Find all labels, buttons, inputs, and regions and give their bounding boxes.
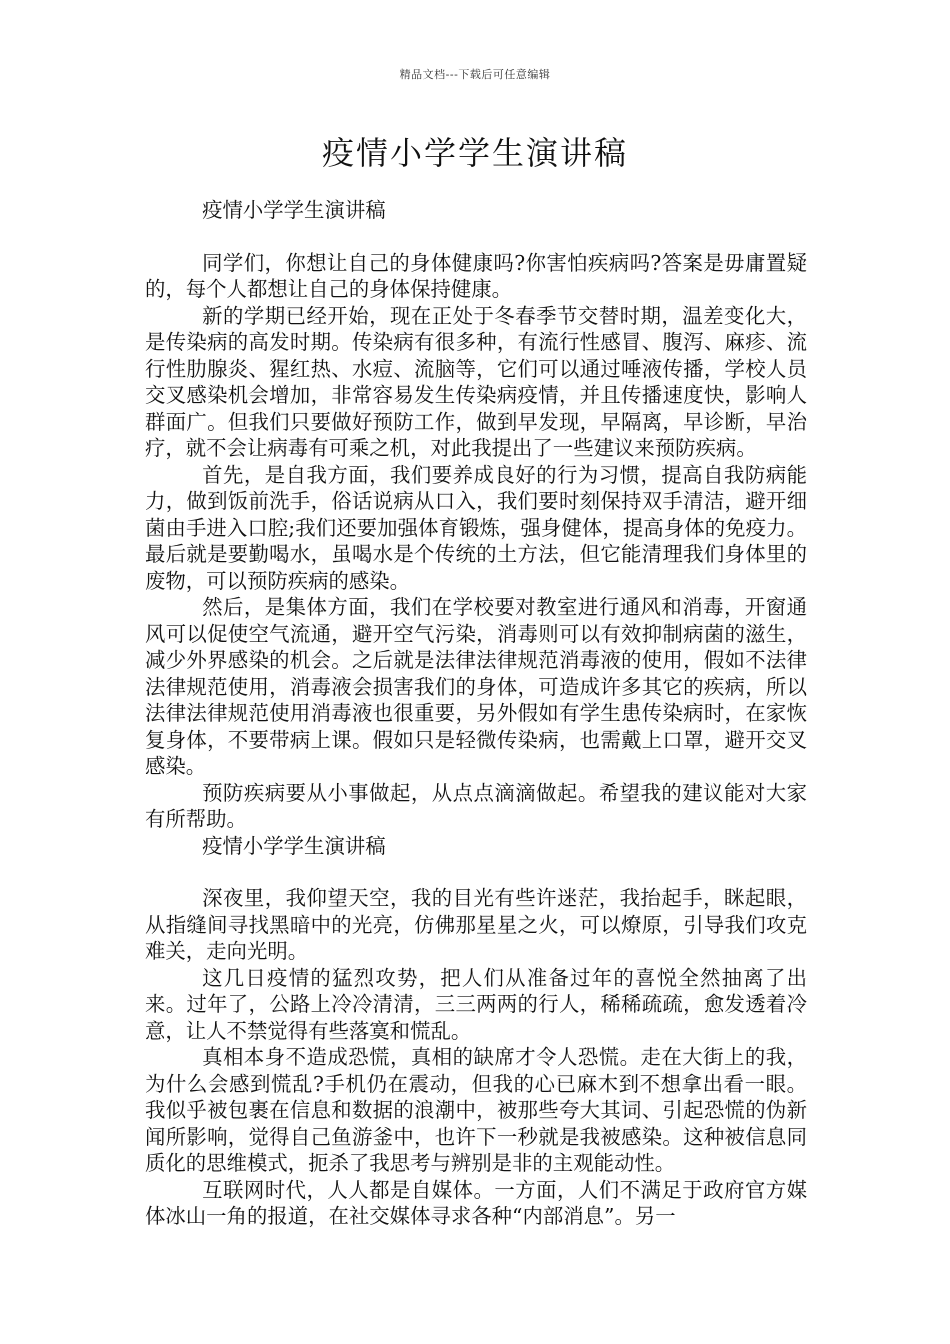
paragraph: 真相本身不造成恐慌，真相的缺席才令人恐慌。走在大街上的我，为什么会感到慌乱?手机仍在震动，但我的心已麻木到不想拿出看一眼。我似乎被包裹在信息和数据的浪潮中，被那些夸大其词、引起恐慌的伪新闻所影响，觉得自己鱼游釜中，也许下一秒就是我被感染。这种被信息同质化的思维模式，扼杀了我思考与辨别是非的主观能动性。 [145, 1045, 807, 1175]
paragraph: 互联网时代，人人都是自媒体。一方面，人们不满足于政府官方媒体冰山一角的报道，在社交媒体寻求各种“内部消息”。另一 [145, 1177, 807, 1228]
section-subtitle: 疫情小学学生演讲稿 [202, 198, 386, 222]
header-note: 精品文档---下载后可任意编辑 [399, 68, 551, 81]
paragraph: 这几日疫情的猛烈攻势，把人们从准备过年的喜悦全然抽离了出来。过年了，公路上冷冷清清，三三两两的行人，稀稀疏疏，愈发透着冷意，让人不禁觉得有些落寞和慌乱。 [145, 965, 807, 1043]
paragraph: 预防疾病要从小事做起，从点点滴滴做起。希望我的建议能对大家有所帮助。 [145, 780, 807, 831]
paragraph: 深夜里，我仰望天空，我的目光有些许迷茫，我抬起手，眯起眼，从指缝间寻找黑暗中的光亮，仿佛那星星之火，可以燎原，引导我们攻克难关，走向光明。 [145, 886, 807, 963]
document-title: 疫情小学学生演讲稿 [321, 134, 628, 172]
paragraph: 首先，是自我方面，我们要养成良好的行为习惯，提高自我防病能力，做到饭前洗手，俗话说病从口入，我们要时刻保持双手清洁，避开细菌由手进入口腔;我们还要加强体育锻炼，强身健体，提高身体的免疫力。最后就是要勤喝水，虽喝水是个传统的土方法，但它能清理我们身体里的废物，可以预防疾病的感染。 [145, 462, 807, 593]
paragraph: 新的学期已经开始，现在正处于冬春季节交替时期，温差变化大，是传染病的高发时期。传染病有很多种，有流行性感冒、腹泻、麻疹、流行性肋腺炎、猩红热、水痘、流脑等，它们可以通过唾液传播，学校人员交叉感染机会增加，非常容易发生传染病疫情，并且传播速度快，影响人群面广。但我们只要做好预防工作，做到早发现，早隔离，早诊断，早治疗，就不会让病毒有可乘之机，对此我提出了一些建议来预防疾病。 [145, 303, 807, 460]
section-subtitle: 疫情小学学生演讲稿 [202, 833, 386, 858]
document-body [145, 197, 807, 1230]
paragraph-gap [145, 224, 807, 250]
paragraph: 同学们，你想让自己的身体健康吗?你害怕疾病吗?答案是毋庸置疑的，每个人都想让自己的身体保持健康。 [145, 250, 807, 301]
paragraph-gap [145, 859, 807, 885]
paragraph: 然后，是集体方面，我们在学校要对教室进行通风和消毒，开窗通风可以促使空气流通，避开空气污染，消毒则可以有效抑制病菌的滋生，减少外界感染的机会。之后就是法律法律规范消毒液的使用，假如不法律法律规范使用，消毒液会损害我们的身体，可造成许多其它的疾病，所以法律法律规范使用消毒液也很重要，另外假如有学生患传染病时，在家恢复身体，不要带病上课。假如只是轻微传染病，也需戴上口罩，避开交叉感染。 [145, 595, 807, 778]
